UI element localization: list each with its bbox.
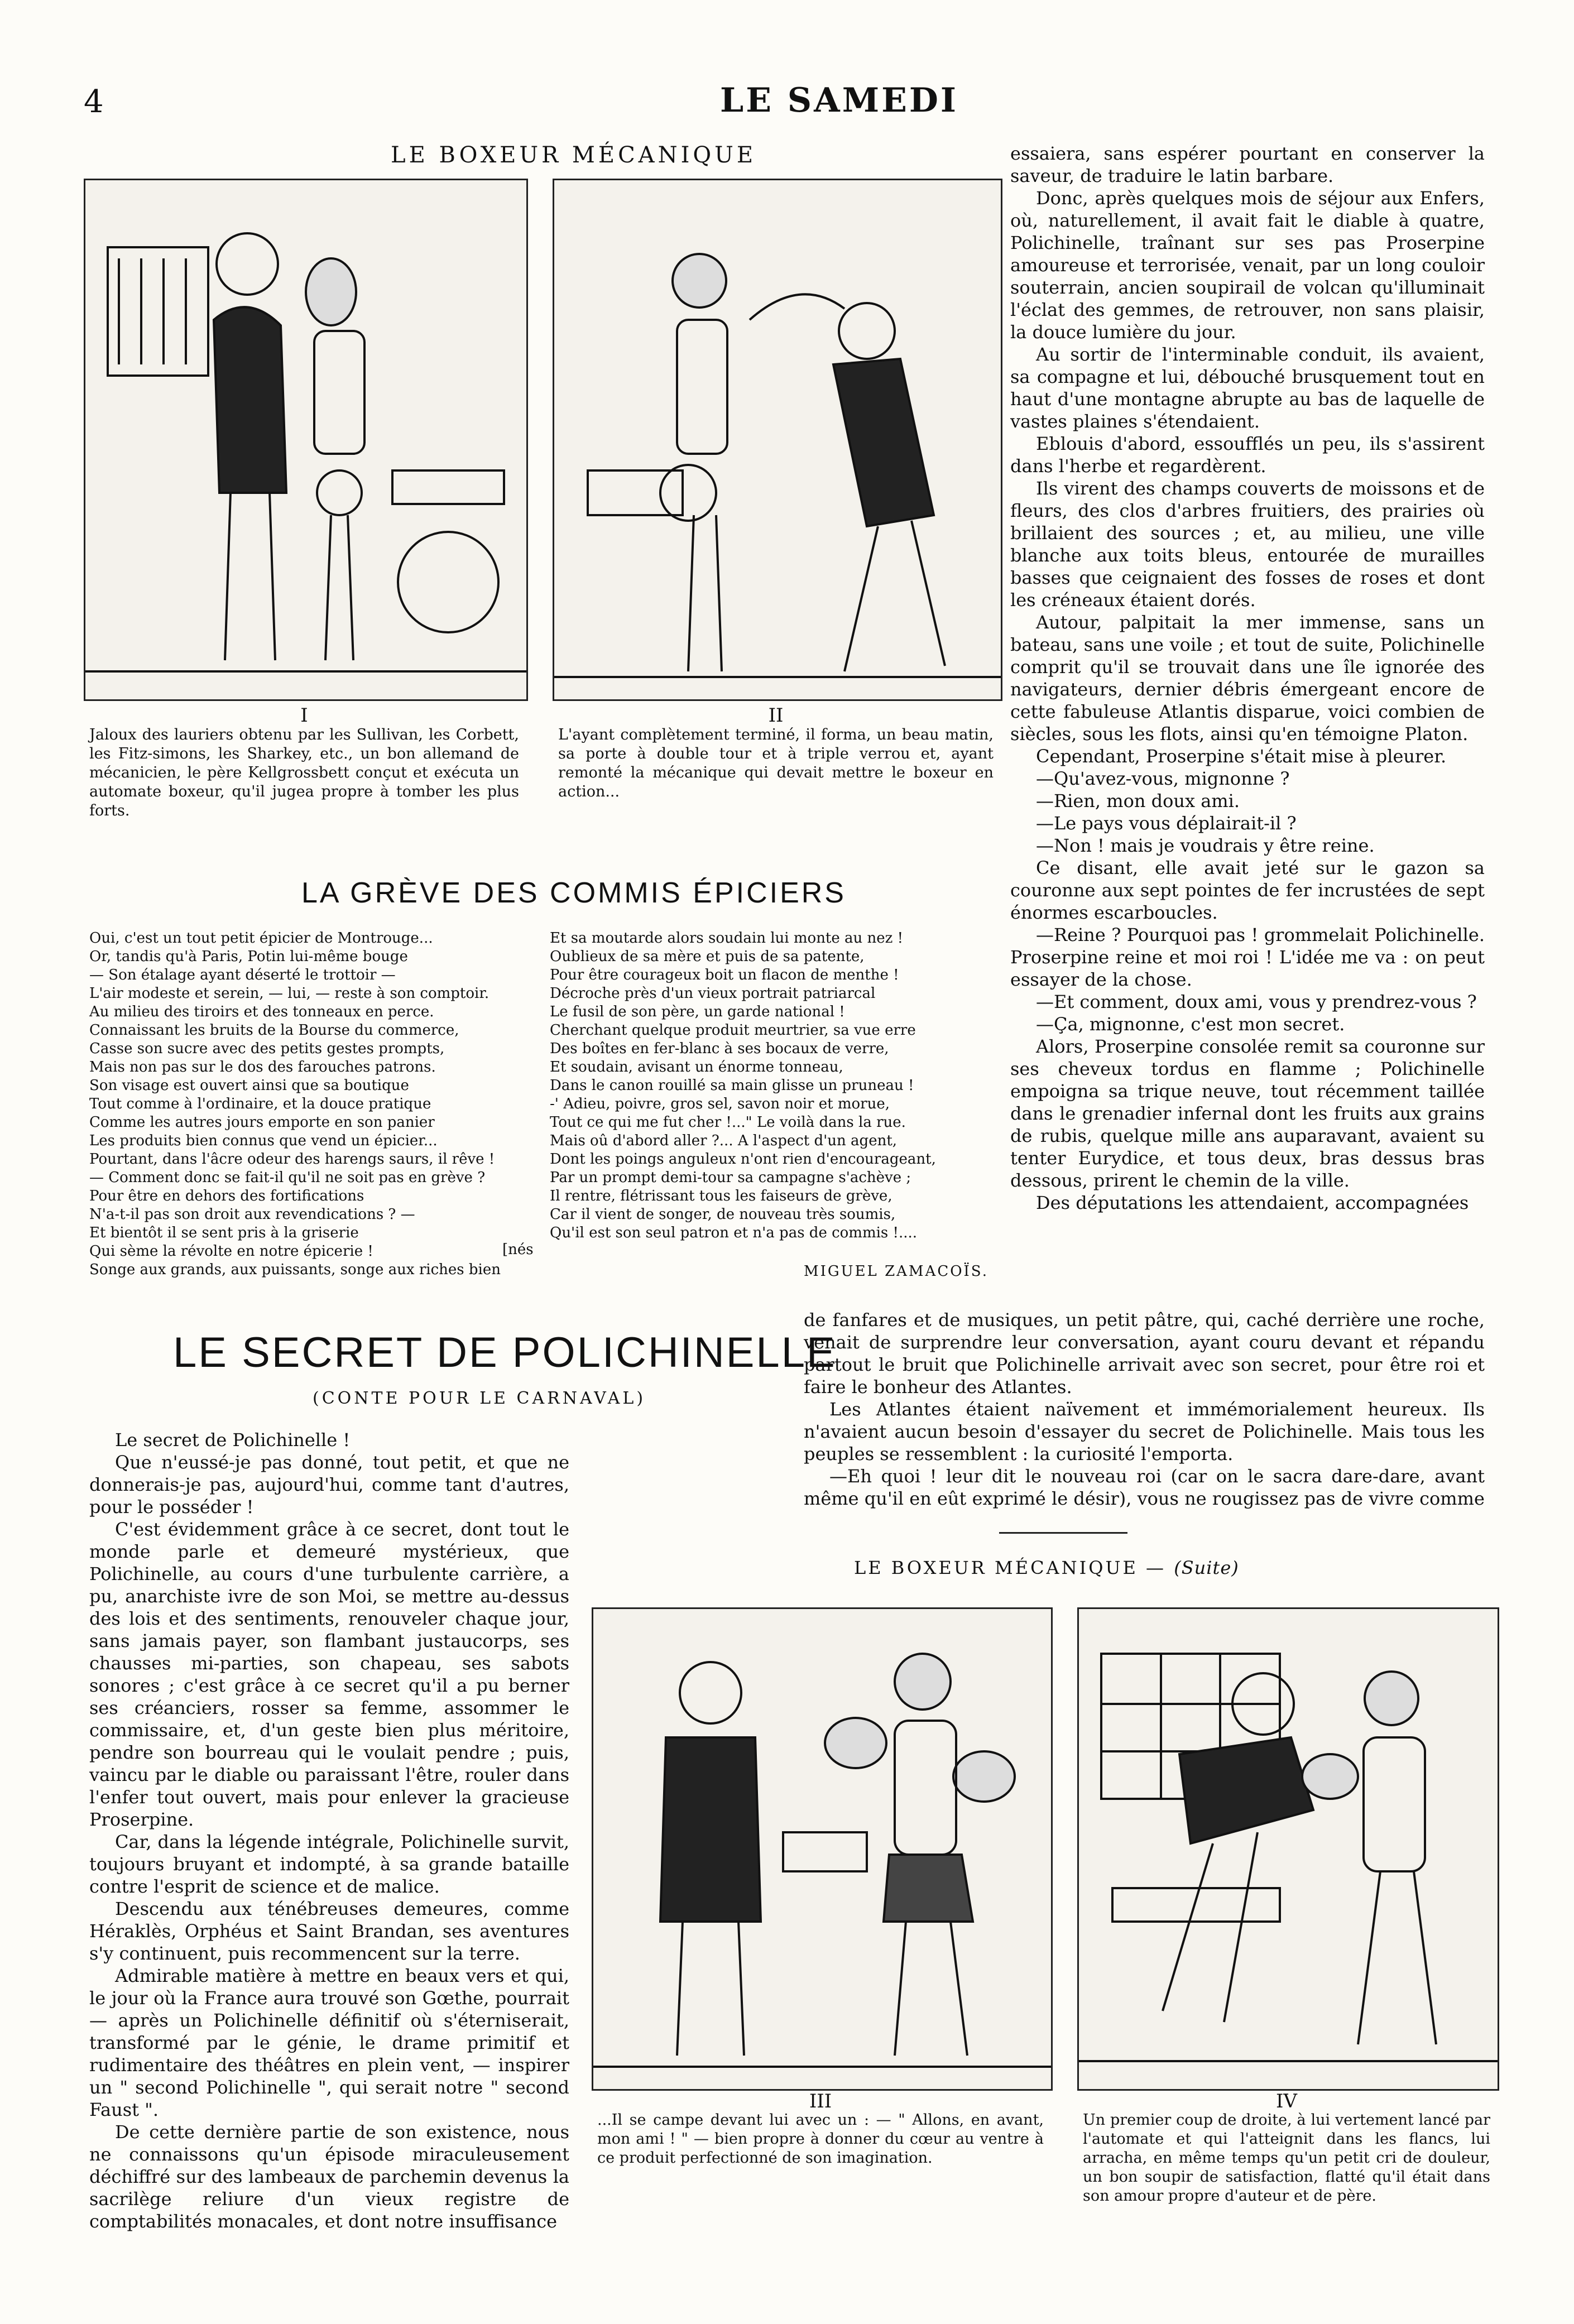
boxeur-title: LE BOXEUR MÉCANIQUE [391, 142, 757, 168]
dialogue-line: —Rien, mon doux ami. [1036, 790, 1240, 812]
verse-line: Songe aux grands, aux puissants, songe aux riches bien [89, 1261, 501, 1278]
verse-line: Et sa moutarde alors soudain lui monte au nez ! [550, 930, 904, 947]
boxeur-suite-label: (Suite) [1174, 1557, 1239, 1578]
greve-verse-column-2 [550, 929, 996, 1242]
paragraph: de fanfares et de musiques, un petit pâtre, qui, caché derrière une roche, venait de surprendre leur conversation, ayant couru devant et répandu partout le bruit que Polichinelle arrivait avec son secret, pour être roi et faire le bonheur des Atlantes. [804, 1309, 1485, 1398]
paragraph: Donc, après quelques mois de séjour aux Enfers, où, naturellement, il avait fait le diable à quatre, Polichinelle, traînant sur ses pas Proserpine amoureuse et terrorisée, venait, par un long couloir souterrain, ancien soupirail de volcan qu'illuminait l'éclat des gemmes, de retrouver, non sans plaisir, la douce lumière du jour. [1010, 188, 1485, 343]
verse-line: Tout ce qui me fut cher !..." Le voilà dans la rue. [550, 1114, 906, 1131]
verse-line: Oublieux de sa mère et puis de sa patente, [550, 948, 865, 965]
paragraph: Cependant, Proserpine s'était mise à pleurer. [1036, 746, 1447, 767]
panel-1-caption: Jaloux des lauriers obtenu par les Sullivan, les Corbett, les Fitz-simons, les Sharkey, etc., un bon allemand de mécanicien, le père Kellgrossbett conçut et exécuta un automate boxeur, qu'il jugea propre à tomber les plus forts. [89, 726, 519, 819]
dialogue-line: —Reine ? Pourquoi pas ! grommelait Polichinelle. Proserpine reine et moi roi ! L'idée me va : on peut essayer de la chose. [1010, 924, 1485, 990]
verse-line: — Son étalage ayant déserté le trottoir — [89, 967, 396, 983]
verse-line: Dont les poings anguleux n'ont rien d'encourageant, [550, 1151, 936, 1168]
paragraph: Des députations les attendaient, accompagnées [1036, 1192, 1469, 1213]
verse-line: Son visage est ouvert ainsi que sa boutique [89, 1077, 409, 1094]
paragraph: Les Atlantes étaient naïvement et immémorialement heureux. Ils n'avaient aucun besoin d'essayer du secret de Polichinelle. Mais tous les peuples se ressemblent : la curiosité l'emporta. [804, 1399, 1485, 1464]
verse-line: Mais non pas sur le dos des farouches patrons. [89, 1059, 436, 1075]
verse-line: Cherchant quelque produit meurtrier, sa vue erre [550, 1022, 916, 1039]
section-divider [999, 1532, 1127, 1534]
verse-line: Tout comme à l'ordinaire, et la douce pratique [89, 1096, 431, 1112]
engraving-mechanic-with-mask [85, 180, 526, 699]
engraving-automaton-punching-man [1079, 1609, 1498, 2089]
paragraph: Que n'eussé-je pas donné, tout petit, et que ne donnerais-je pas, aujourd'hui, comme tant d'autres, pour le posséder ! [89, 1452, 569, 1518]
paragraph: Eblouis d'abord, essoufflés un peu, ils s'assirent dans l'herbe et regardèrent. [1010, 433, 1485, 477]
illustration-panel-3 [592, 1607, 1053, 2091]
journal-title: LE SAMEDI [720, 81, 958, 120]
paragraph: Admirable matière à mettre en beaux vers et qui, le jour où la France aura trouvé son Gœthe, pourrait — après un Polichinelle définitif où s'éterniserait, transformé par le génie, le drame primitif et rudimentaire des théâtres en plein vent, — inspirer un " second Polichinelle ", qui serait notre " second Faust ". [89, 1965, 569, 2120]
verse-line: Par un prompt demi-tour sa campagne s'achève ; [550, 1169, 911, 1186]
dialogue-line: —Non ! mais je voudrais y être reine. [1036, 835, 1375, 856]
verse-line: Oui, c'est un tout petit épicier de Montrouge... [89, 930, 433, 947]
verse-line: Et bientôt il se sent pris à la griserie [89, 1225, 359, 1241]
illustration-panel-2 [553, 179, 1002, 701]
verse-line: N'a-t-il pas son droit aux revendications ? — [89, 1206, 415, 1223]
greve-verse-column-1 [89, 929, 536, 1279]
dialogue-line: —Qu'avez-vous, mignonne ? [1036, 768, 1290, 789]
paragraph: Au sortir de l'interminable conduit, ils avaient, sa compagne et lui, débouché brusquement tout en haut d'une montagne abrupte au bas de laquelle de vastes plaines s'étendaient. [1010, 344, 1485, 432]
verse-line: Les produits bien connus que vend un épicier... [89, 1132, 438, 1149]
greve-title: LA GRÈVE DES COMMIS ÉPICIERS [301, 877, 846, 909]
secret-left-column [89, 1429, 569, 2232]
verse-line: Connaissant les bruits de la Bourse du commerce, [89, 1022, 459, 1039]
verse-line: Dans le canon rouillé sa main glisse un pruneau ! [550, 1077, 914, 1094]
engraving-man-facing-automaton [593, 1609, 1051, 2089]
page-number: 4 [84, 84, 104, 120]
verse-marginal-rhyme: [nés [502, 1241, 534, 1258]
panel-3-caption: ...Il se campe devant lui avec un : — " Allons, en avant, mon ami ! " — bien propre à donner du cœur au ventre à ce produit perfectionné de son imagination. [597, 2111, 1044, 2167]
verse-line: Pour être courageux boit un flacon de menthe ! [550, 967, 899, 983]
verse-line: Comme les autres jours emporte en son panier [89, 1114, 435, 1131]
panel-4-caption: Un premier coup de droite, à lui vertement lancé par l'automate et qui l'atteignit dans les flancs, lui arracha, en même temps qu'un petit cri de douleur, un bon soupir de satisfaction, flatté qu'il était dans son amour propre d'auteur et de père. [1083, 2111, 1490, 2205]
verse-line: — Comment donc se fait-il qu'il ne soit pas en grève ? [89, 1169, 486, 1186]
paragraph: essaiera, sans espérer pourtant en conserver la saveur, de traduire le latin barbare. [1010, 143, 1485, 186]
illustration-panel-1 [84, 179, 528, 701]
dialogue-line: —Et comment, doux ami, vous y prendrez-vous ? [1036, 991, 1477, 1012]
verse-line: Qui sème la révolte en notre épicerie ! [89, 1243, 373, 1260]
panel-2-caption: L'ayant complètement terminé, il forma, un beau matin, sa porte à double tour et à triple verrou et, ayant remonté la mécanique qui devait mettre le boxeur en action... [558, 726, 994, 800]
secret-title: LE SECRET DE POLICHINELLE [173, 1329, 837, 1376]
paragraph: Ce disant, elle avait jeté sur le gazon sa couronne aux sept pointes de fer incrustées de sept énormes escarboucles. [1010, 857, 1485, 923]
paragraph: Descendu aux ténébreuses demeures, comme Héraklès, Orphéus et Saint Brandan, ses aventures s'y continuent, puis recommencent sur la terre. [89, 1898, 569, 1964]
verse-line: L'air modeste et serein, — lui, — reste à son comptoir. [89, 985, 490, 1002]
verse-line: Pourtant, dans l'âcre odeur des harengs saurs, il rêve ! [89, 1151, 495, 1168]
dialogue-line: —Le pays vous déplairait-il ? [1036, 813, 1297, 834]
boxeur-suite-title [854, 1557, 1239, 1578]
verse-line: Qu'il est son seul patron et n'a pas de commis !.... [550, 1225, 918, 1241]
verse-line: Car il vient de songer, de nouveau très soumis, [550, 1206, 896, 1223]
greve-signature: MIGUEL ZAMACOÏS. [804, 1263, 988, 1280]
verse-line: Casse son sucre avec des petits gestes prompts, [89, 1040, 445, 1057]
panel-1-numeral: I [300, 704, 308, 727]
paragraph: —Eh quoi ! leur dit le nouveau roi (car on le sacra dare-dare, avant même qu'il en eût exprimé le désir), vous ne rougissez pas de vivre comme [804, 1466, 1485, 1509]
panel-4-numeral: IV [1276, 2090, 1297, 2112]
verse-line: Au milieu des tiroirs et des tonneaux en perce. [89, 1003, 434, 1020]
paragraph: Ils virent des champs couverts de moissons et de fleurs, des clos d'arbres fruitiers, des prairies où brillaient des sources ; et, au milieu, une ville blanche aux toits bleus, entourée de murailles basses que ceignaient des fosses de roses et dont les créneaux étaient dorés. [1010, 478, 1485, 611]
verse-line: Et soudain, avisant un énorme tonneau, [550, 1059, 843, 1075]
paragraph: De cette dernière partie de son existence, nous ne connaissons qu'un épisode miraculeusement déchiffré sur des lambeaux de parchemin devenus la sacrilège reliure d'un vieux registre de comptabilités monacales, et dont notre insuffisance [89, 2121, 569, 2232]
verse-line: Décroche près d'un vieux portrait patriarcal [550, 985, 876, 1002]
illustration-panel-4 [1077, 1607, 1499, 2091]
verse-line: Or, tandis qu'à Paris, Potin lui-même bouge [89, 948, 408, 965]
verse-line: Il rentre, flétrissant tous les faiseurs de grève, [550, 1188, 892, 1204]
panel-3-numeral: III [809, 2090, 832, 2112]
dialogue-line: —Ça, mignonne, c'est mon secret. [1036, 1014, 1345, 1035]
paragraph: C'est évidemment grâce à ce secret, dont tout le monde parle et demeuré mystérieux, que Polichinelle, au cours d'une turbulente carrière, a pu, anarchiste ivre de son Moi, se mettre au-dessus des lois et des sentiments, renouveler chaque jour, sans jamais payer, son flambant justaucorps, ses chausses mi-parties, son chapeau, ses sabots sonores ; c'est grâce à ce secret qu'il a pu berner ses créanciers, rosser sa femme, assommer le commissaire, et, d'un geste bien plus méritoire, pendre son bourreau qui le voulait pendre ; puis, vaincu par le diable ou paraissant l'être, rouler dans l'enfer tout ouvert, mais pour enlever la gracieuse Proserpine. [89, 1519, 569, 1830]
panel-2-numeral: II [768, 704, 784, 727]
verse-line: Le fusil de son père, un garde national ! [550, 1003, 845, 1020]
paragraph: Le secret de Polichinelle ! [115, 1429, 351, 1451]
verse-line: Pour être en dehors des fortifications [89, 1188, 364, 1204]
secret-right-column [1010, 142, 1485, 1214]
verse-line: -' Adieu, poivre, gros sel, savon noir et morue, [550, 1096, 890, 1112]
verse-line: Mais oû d'abord aller ?... A l'aspect d'un agent, [550, 1132, 898, 1149]
secret-subtitle: (CONTE POUR LE CARNAVAL) [313, 1389, 646, 1408]
paragraph: Autour, palpitait la mer immense, sans un bateau, sans une voile ; et tout de suite, Polichinelle comprit qu'il se trouvait dans une île ignorée des navigateurs, dernier débris émergeant encore de cette fabuleuse Atlantis disparue, voici combien de siècles, sous les flots, ainsi qu'en témoigne Platon. [1010, 612, 1485, 745]
engraving-mechanic-winding-automaton [554, 180, 1001, 699]
verse-line: Des boîtes en fer-blanc à ses bocaux de verre, [550, 1040, 889, 1057]
secret-wide-text [804, 1309, 1485, 1510]
paragraph: Car, dans la légende intégrale, Polichinelle survit, toujours bruyant et indompté, à sa grande bataille contre l'esprit de science et de malice. [89, 1831, 569, 1897]
boxeur-suite-title-text: LE BOXEUR MÉCANIQUE — [854, 1557, 1167, 1578]
paragraph: Alors, Proserpine consolée remit sa couronne sur ses cheveux tordus en flamme ; Polichinelle empoigna sa trique neuve, tout récemment taillée dans le grenadier infernal dont les fruits aux grains de rubis, quelque mille ans auparavant, avaient su tenter Eurydice, et tous deux, bras dessus bras dessous, prirent le chemin de la ville. [1010, 1036, 1485, 1191]
